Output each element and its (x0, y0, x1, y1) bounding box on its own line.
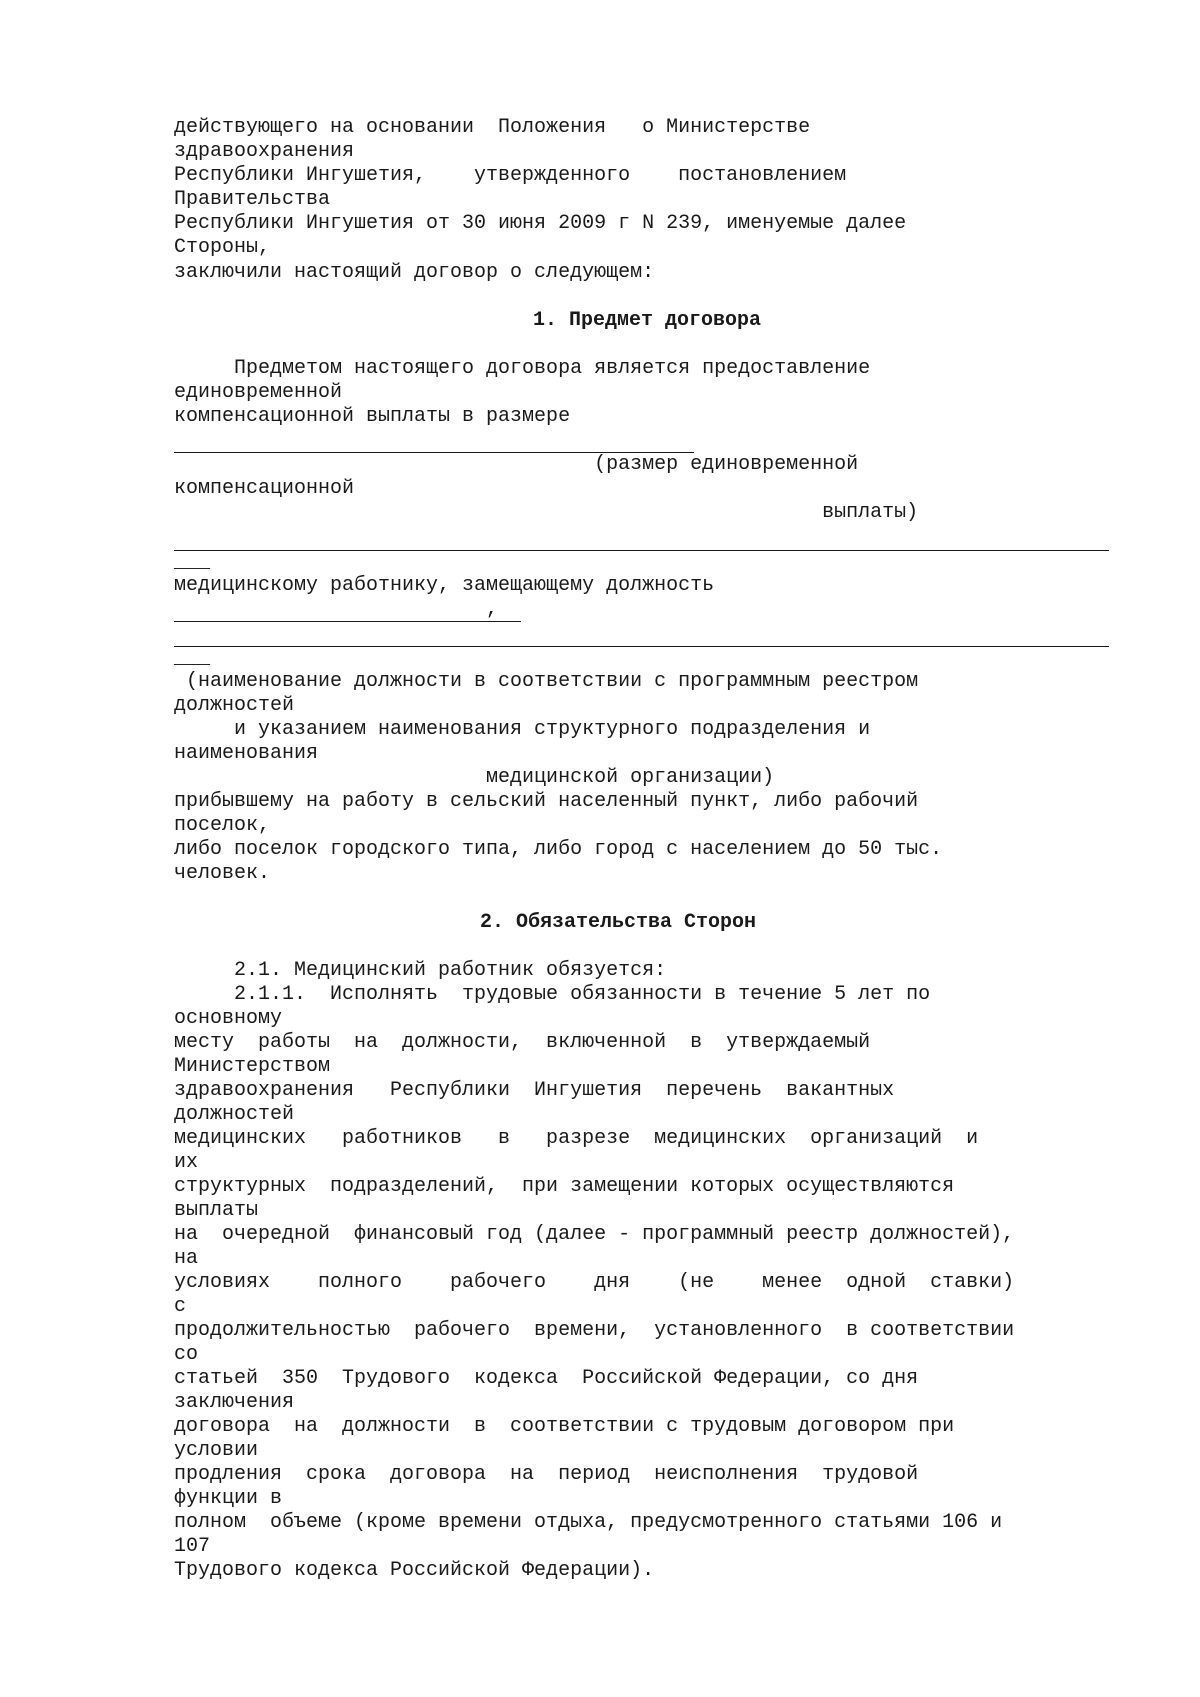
text-line: медицинских работников в разрезе медицинских организаций и (174, 1127, 979, 1150)
text-line: выплаты) (174, 501, 919, 524)
text-line: заключения (174, 1391, 295, 1414)
section-heading: 2. Обязательства Сторон (480, 911, 757, 934)
blank-line (174, 646, 1109, 647)
text-line: на очередной финансовый год (далее - программный реестр должностей), (174, 1223, 1015, 1246)
text-line: продолжительностью рабочего времени, установленного в соответствии (174, 1319, 1015, 1342)
text-line: полном объеме (кроме времени отдыха, предусмотренного статьями 106 и (174, 1511, 1003, 1534)
text-line: наименования (174, 742, 319, 765)
text-line: месту работы на должности, включенной в утверждаемый (174, 1031, 871, 1054)
text-line: , (174, 598, 499, 621)
text-line: на (174, 1247, 199, 1270)
text-line: ___ (174, 647, 211, 670)
text-line: единовременной (174, 381, 343, 404)
text-line: условиях полного рабочего дня (не менее одной ставки) (174, 1271, 1015, 1294)
text-line: Министерством (174, 1055, 331, 1078)
text-line: заключили настоящий договор о следующем: (174, 261, 655, 284)
text-line: здравоохранения Республики Ингушетия перечень вакантных (174, 1079, 895, 1102)
text-line: должностей (174, 694, 295, 717)
text-line: человек. (174, 862, 271, 885)
text-line: должностей (174, 1103, 295, 1126)
text-line: (размер единовременной (174, 453, 859, 476)
text-line: поселок, (174, 814, 271, 837)
text-line: Республики Ингушетия от 30 июня 2009 г N 239, именуемые далее (174, 212, 907, 235)
text-line: статьей 350 Трудового кодекса Российской Федерации, со дня (174, 1367, 919, 1390)
text-line: функции в (174, 1487, 283, 1510)
text-line: продления срока договора на период неисполнения трудовой (174, 1463, 919, 1486)
text-line: Стороны, (174, 236, 271, 259)
text-line: с (174, 1295, 187, 1318)
text-line: Правительства (174, 188, 331, 211)
text-line: компенсационной выплаты в размере (174, 405, 571, 428)
section-heading: 1. Предмет договора (533, 309, 762, 332)
text-line: Республики Ингушетия, утвержденного постановлением (174, 164, 847, 187)
text-line: их (174, 1151, 199, 1174)
text-line: 2.1. Медицинский работник обязуется: (174, 959, 667, 982)
text-line: со (174, 1343, 199, 1366)
text-line: медицинскому работнику, замещающему должность (174, 574, 715, 597)
text-line: ___ (174, 551, 211, 574)
text-line: действующего на основании Положения о Министерстве (174, 116, 811, 139)
text-line: и указанием наименования структурного подразделения и (174, 718, 871, 741)
text-line: структурных подразделений, при замещении которых осуществляются (174, 1175, 955, 1198)
text-line: Трудового кодекса Российской Федерации). (174, 1559, 655, 1582)
text-line: компенсационной (174, 477, 355, 500)
text-line: 107 (174, 1535, 211, 1558)
text-line: выплаты (174, 1199, 259, 1222)
text-line: здравоохранения (174, 140, 355, 163)
blank-line (174, 550, 1109, 551)
text-line: условии (174, 1439, 259, 1462)
text-line: 2.1.1. Исполнять трудовые обязанности в течение 5 лет по (174, 983, 931, 1006)
text-line: Предметом настоящего договора является предоставление (174, 357, 871, 380)
text-line: медицинской организации) (174, 766, 775, 789)
text-line: (наименование должности в соответствии с программным реестром (174, 670, 919, 693)
text-line: основному (174, 1007, 283, 1030)
text-line: либо поселок городского типа, либо город с населением до 50 тыс. (174, 838, 943, 861)
text-line: прибывшему на работу в сельский населенный пункт, либо рабочий (174, 790, 919, 813)
text-line: договора на должности в соответствии с трудовым договором при (174, 1415, 955, 1438)
